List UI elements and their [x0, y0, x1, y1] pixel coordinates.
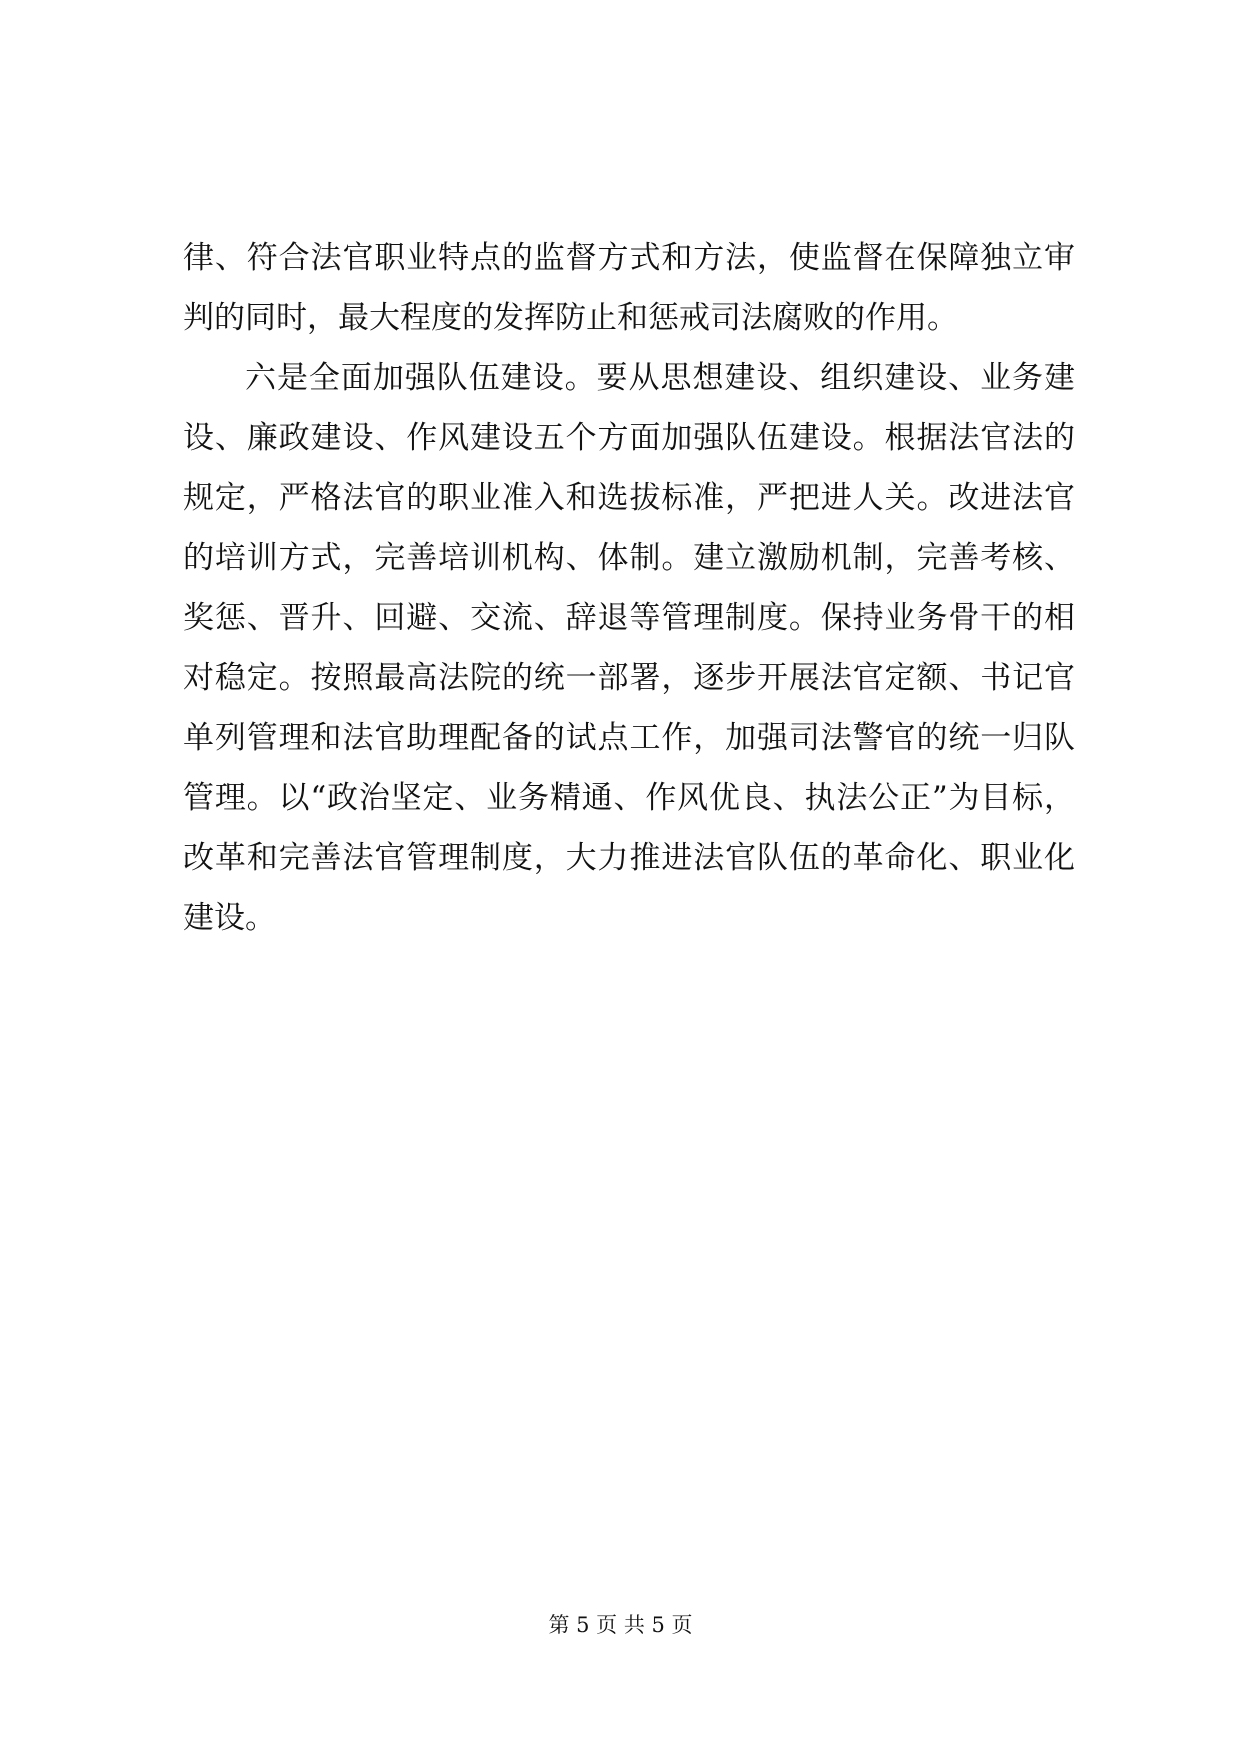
text-line: 管理。以“政治坚定、业务精通、作风优良、执法公正”为目标，: [183, 780, 1075, 816]
paragraph-2: [183, 348, 1075, 948]
document-body: [183, 228, 1075, 948]
text-line: 判的同时，最大程度的发挥防止和惩戒司法腐败的作用。: [183, 300, 958, 336]
text-line: 改革和完善法官管理制度，大力推进法官队伍的革命化、职业化: [183, 840, 1075, 876]
text-line: 对稳定。按照最高法院的统一部署，逐步开展法官定额、书记官: [183, 660, 1075, 696]
text-line: 单列管理和法官助理配备的试点工作，加强司法警官的统一归队: [183, 720, 1075, 756]
text-line: 的培训方式，完善培训机构、体制。建立激励机制，完善考核、: [183, 540, 1075, 576]
page-number-footer: 第 5 页 共 5 页: [548, 1613, 693, 1637]
text-line: 六是全面加强队伍建设。要从思想建设、组织建设、业务建: [245, 360, 1075, 396]
text-line: 规定，严格法官的职业准入和选拔标准，严把进人关。改进法官: [183, 480, 1075, 516]
text-line: 设、廉政建设、作风建设五个方面加强队伍建设。根据法官法的: [183, 420, 1075, 456]
text-line: 建设。: [183, 900, 276, 936]
text-line: 奖惩、晋升、回避、交流、辞退等管理制度。保持业务骨干的相: [183, 600, 1075, 636]
paragraph-1: [183, 228, 1075, 348]
text-line: 律、符合法官职业特点的监督方式和方法，使监督在保障独立审: [183, 240, 1075, 276]
